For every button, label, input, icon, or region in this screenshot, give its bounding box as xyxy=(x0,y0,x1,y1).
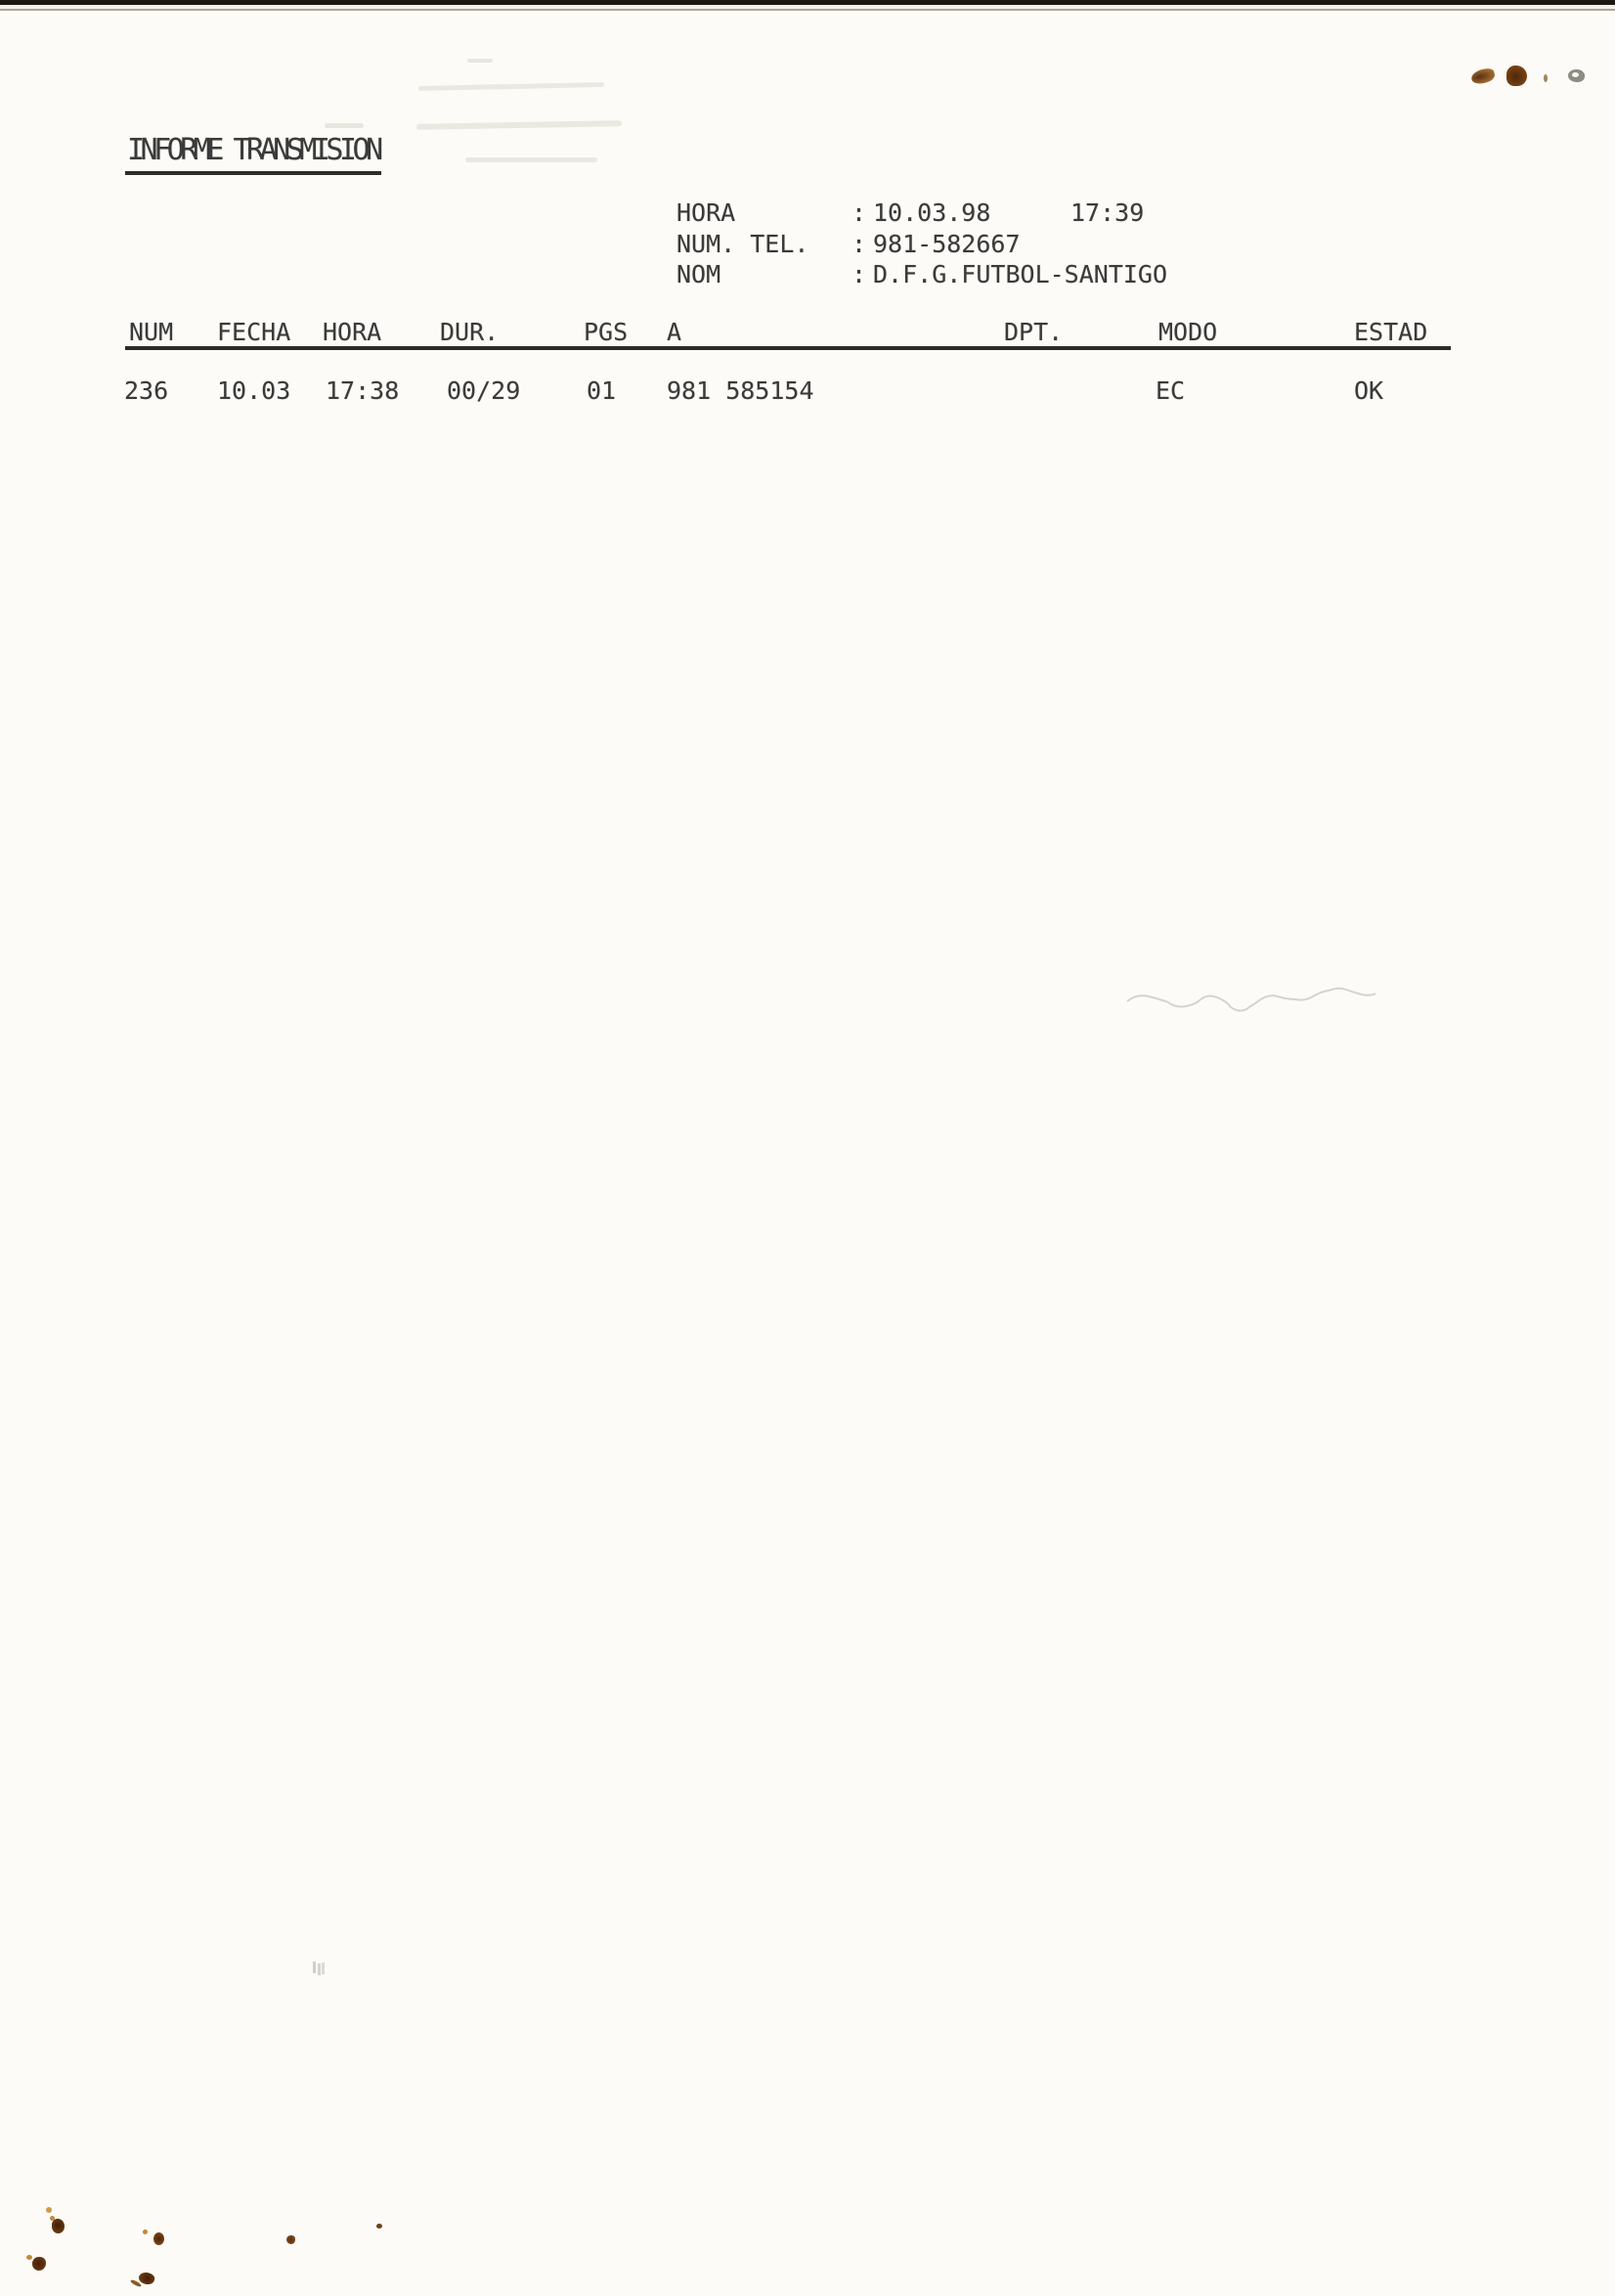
smudge-artifact xyxy=(465,157,597,162)
info-value-date: 10.03.98 xyxy=(873,199,991,227)
stain-artifact xyxy=(286,2235,295,2244)
info-value-num-tel: 981-582667 xyxy=(873,230,1021,258)
stain-artifact xyxy=(46,2207,52,2213)
pencil-mark-artifact xyxy=(313,1962,316,1973)
smudge-artifact xyxy=(418,82,604,91)
row-cell-pgs: 01 xyxy=(587,376,617,405)
stain-artifact xyxy=(1568,69,1585,82)
info-separator: : xyxy=(851,260,867,288)
row-cell-num: 236 xyxy=(124,376,169,405)
column-header-modo: MODO xyxy=(1158,318,1218,346)
stain-artifact xyxy=(1470,67,1496,86)
column-header-dur: DUR. xyxy=(440,318,500,346)
info-separator: : xyxy=(851,199,867,227)
info-value-time: 17:39 xyxy=(1070,199,1145,227)
info-value-nom: D.F.G.FUTBOL-SANTIGO xyxy=(873,260,1168,288)
info-label-num-tel: NUM. TEL. xyxy=(677,230,809,258)
smudge-artifact xyxy=(325,123,364,128)
column-header-pgs: PGS xyxy=(584,318,629,346)
title-underline xyxy=(125,171,381,175)
stain-artifact xyxy=(153,2232,164,2245)
pencil-squiggle-artifact xyxy=(1119,980,1403,1021)
scan-edge-line xyxy=(0,9,1615,11)
info-label-hora: HORA xyxy=(677,199,736,227)
stain-artifact xyxy=(52,2219,65,2233)
stain-artifact xyxy=(32,2257,46,2271)
stain-artifact xyxy=(26,2255,32,2260)
column-header-fecha: FECHA xyxy=(217,318,291,346)
stain-artifact xyxy=(376,2224,382,2229)
stain-artifact xyxy=(143,2230,148,2234)
column-header-num: NUM xyxy=(129,318,174,346)
table-header-rule xyxy=(125,346,1451,350)
row-cell-fecha: 10.03 xyxy=(217,376,291,405)
info-separator: : xyxy=(851,230,867,258)
column-header-dpt: DPT. xyxy=(1004,318,1064,346)
stain-artifact xyxy=(1544,74,1548,82)
info-label-nom: NOM xyxy=(677,260,721,288)
column-header-estad: ESTAD xyxy=(1354,318,1428,346)
column-header-a: A xyxy=(667,318,682,346)
row-cell-hora: 17:38 xyxy=(326,376,400,405)
row-cell-a: 981 585154 xyxy=(667,376,814,405)
smudge-artifact xyxy=(416,120,622,130)
row-cell-modo: EC xyxy=(1156,376,1186,405)
row-cell-estad: OK xyxy=(1354,376,1384,405)
column-header-hora: HORA xyxy=(323,318,382,346)
page-title: INFORME TRANSMISION xyxy=(127,133,379,167)
stain-artifact xyxy=(1506,66,1527,86)
row-cell-dur: 00/29 xyxy=(447,376,521,405)
smudge-artifact xyxy=(467,59,493,63)
